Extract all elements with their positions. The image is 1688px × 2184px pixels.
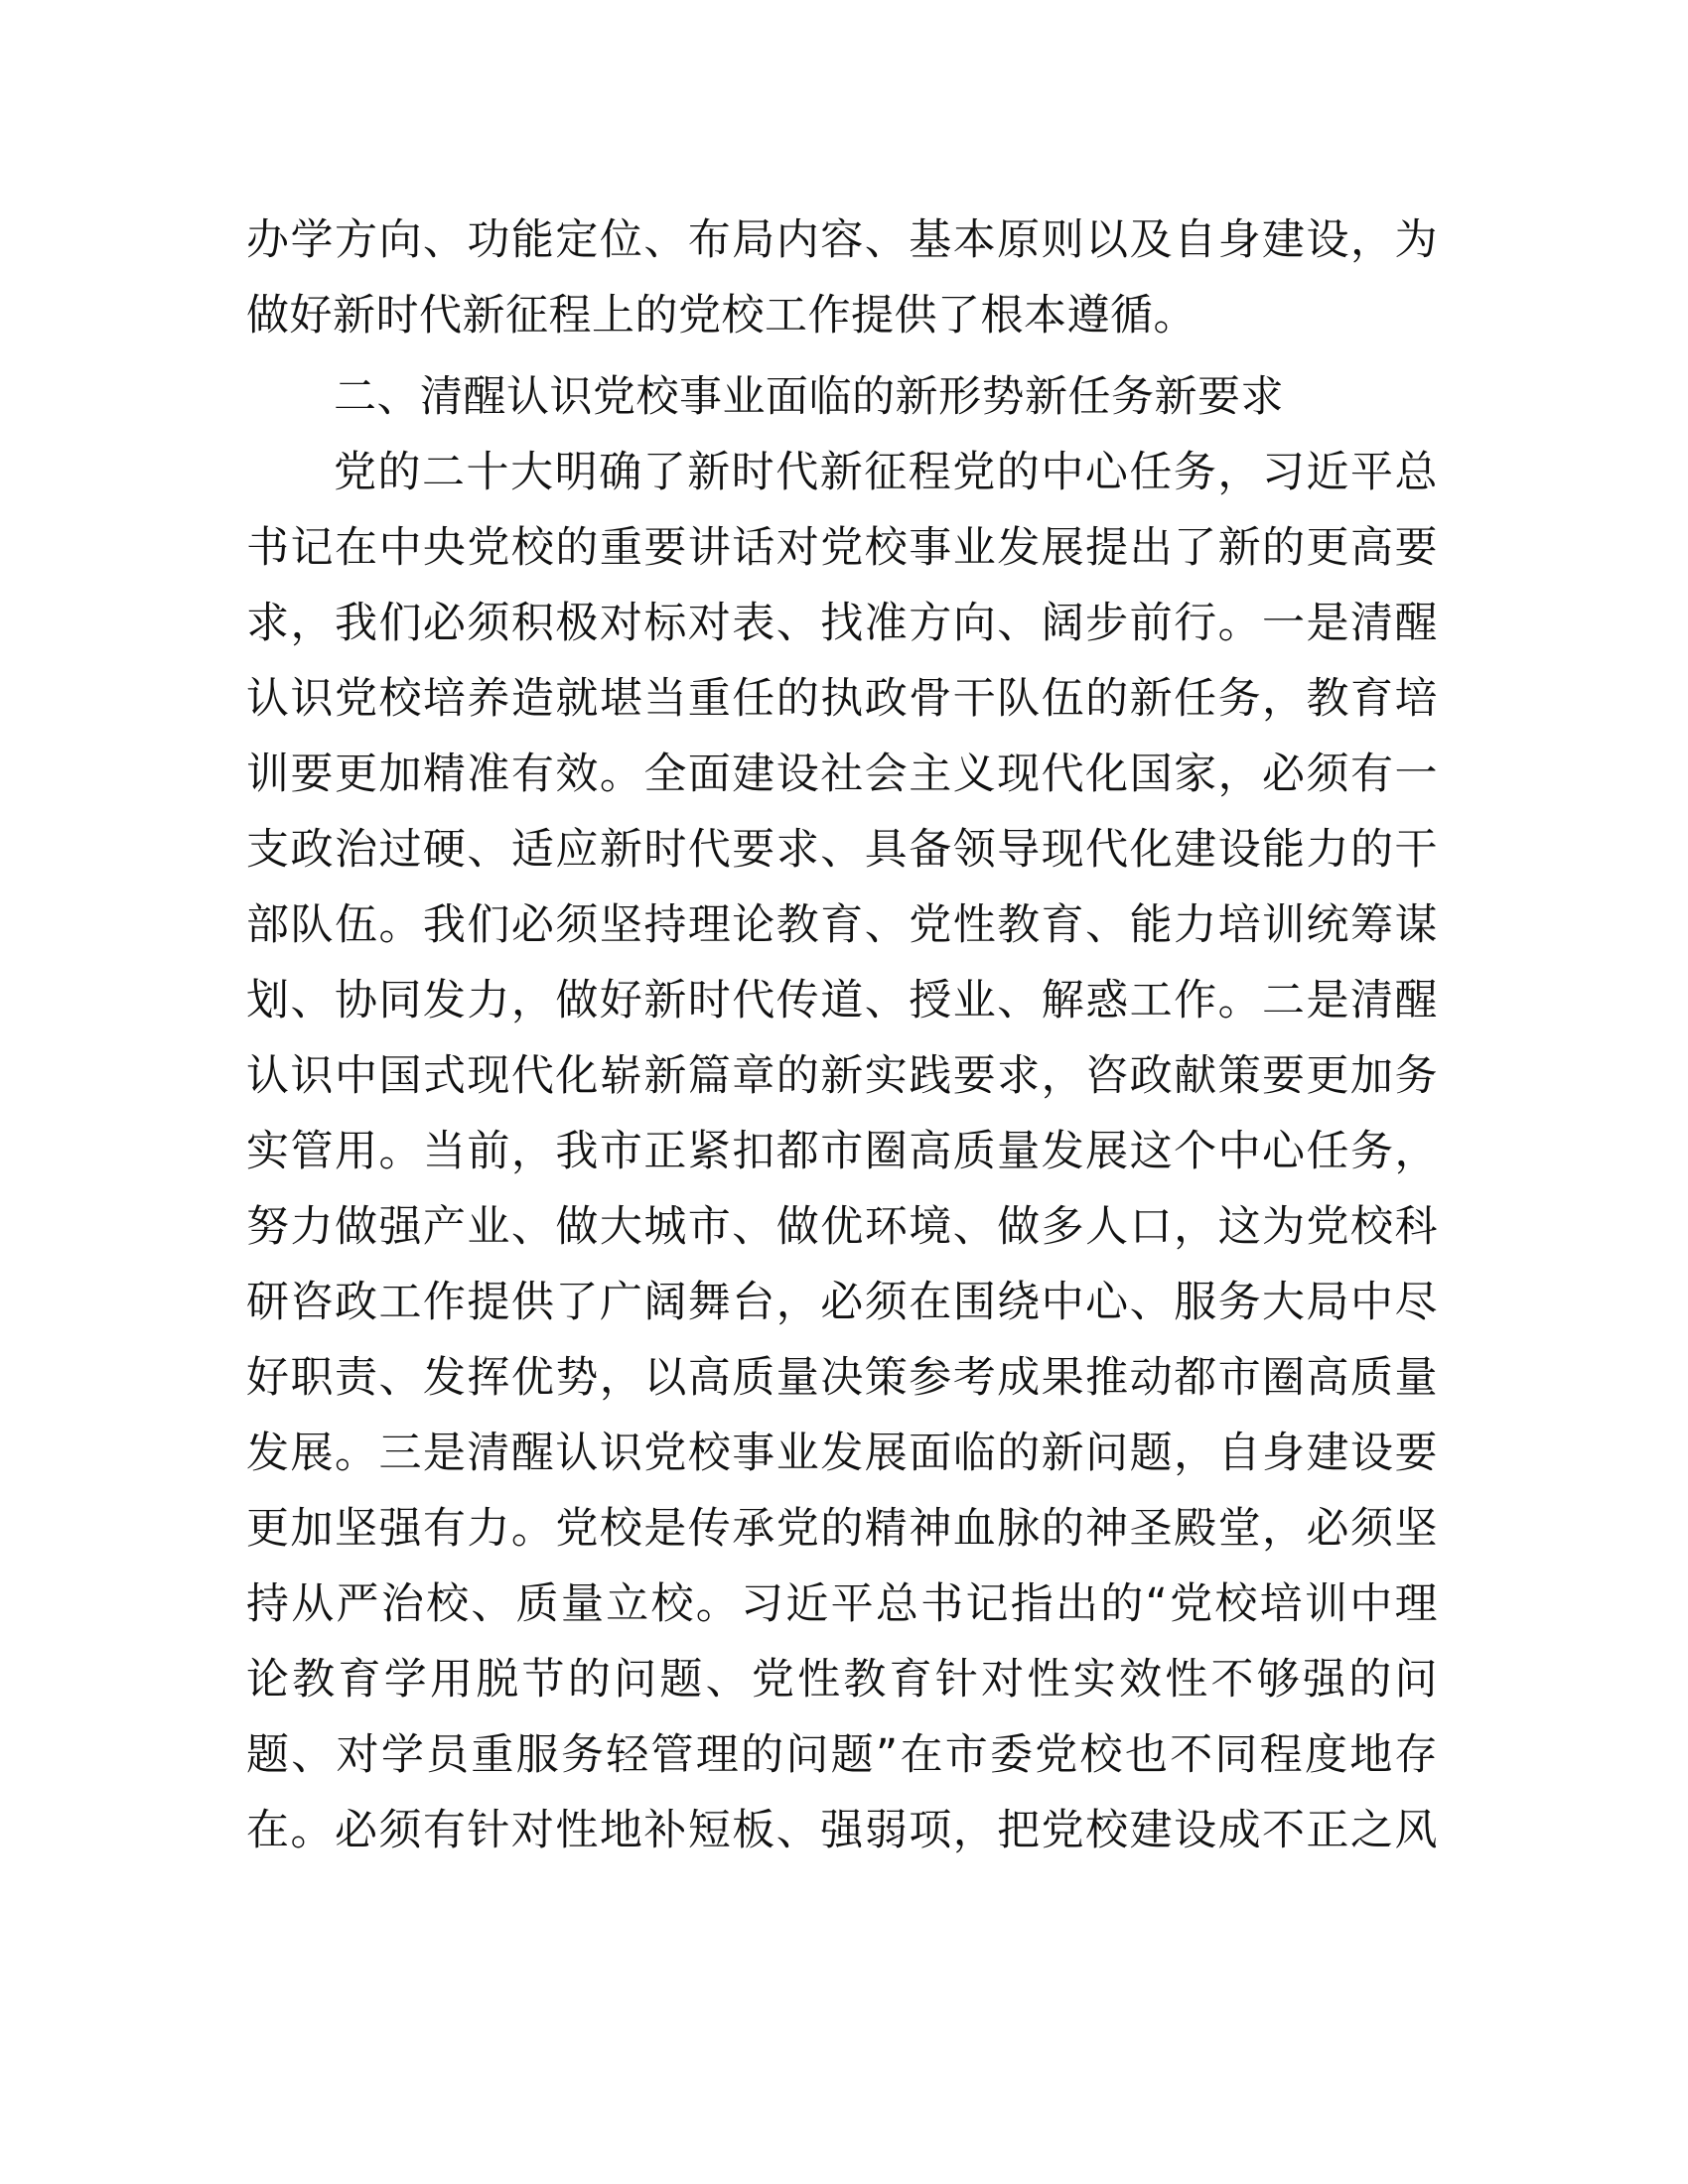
text-line: 办学方向、功能定位、布局内容、基本原则以及自身建设，为 — [246, 215, 1438, 265]
text-line: 部队伍。我们必须坚持理论教育、党性教育、能力培训统筹谋 — [246, 900, 1438, 950]
text-line: 党的二十大明确了新时代新征程党的中心任务，习近平总 — [334, 448, 1438, 497]
text-line: 做好新时代新征程上的党校工作提供了根本遵循。 — [246, 291, 1196, 341]
text-line: 认识中国式现代化崭新篇章的新实践要求，咨政献策要更加务 — [246, 1051, 1438, 1101]
text-line: 持从严治校、质量立校。习近平总书记指出的“党校培训中理 — [246, 1579, 1438, 1629]
section-heading: 二、清醒认识党校事业面临的新形势新任务新要求 — [334, 372, 1284, 422]
text-line: 更加坚强有力。党校是传承党的精神血脉的神圣殿堂，必须坚 — [246, 1504, 1438, 1554]
text-line: 认识党校培养造就堪当重任的执政骨干队伍的新任务，教育培 — [246, 674, 1438, 724]
text-line: 求，我们必须积极对标对表、找准方向、阔步前行。一是清醒 — [246, 599, 1438, 648]
text-line: 题、对学员重服务轻管理的问题”在市委党校也不同程度地存 — [246, 1730, 1438, 1780]
text-line: 在。必须有针对性地补短板、强弱项，把党校建设成不正之风 — [246, 1806, 1438, 1855]
text-line: 实管用。当前，我市正紧扣都市圈高质量发展这个中心任务， — [246, 1127, 1438, 1176]
text-line: 论教育学用脱节的问题、党性教育针对性实效性不够强的问 — [246, 1655, 1438, 1705]
text-line: 书记在中央党校的重要讲话对党校事业发展提出了新的更高要 — [246, 523, 1438, 573]
text-line: 努力做强产业、做大城市、做优环境、做多人口，这为党校科 — [246, 1202, 1438, 1252]
text-line: 好职责、发挥优势，以高质量决策参考成果推动都市圈高质量 — [246, 1353, 1438, 1403]
text-line: 发展。三是清醒认识党校事业发展面临的新问题，自身建设要 — [246, 1429, 1438, 1478]
text-line: 划、协同发力，做好新时代传道、授业、解惑工作。二是清醒 — [246, 976, 1438, 1025]
text-line: 训要更加精准有效。全面建设社会主义现代化国家，必须有一 — [246, 750, 1438, 799]
text-line: 研咨政工作提供了广阔舞台，必须在围绕中心、服务大局中尽 — [246, 1278, 1438, 1327]
body-text — [246, 203, 1438, 1868]
text-line: 支政治过硬、适应新时代要求、具备领导现代化建设能力的干 — [246, 825, 1438, 875]
